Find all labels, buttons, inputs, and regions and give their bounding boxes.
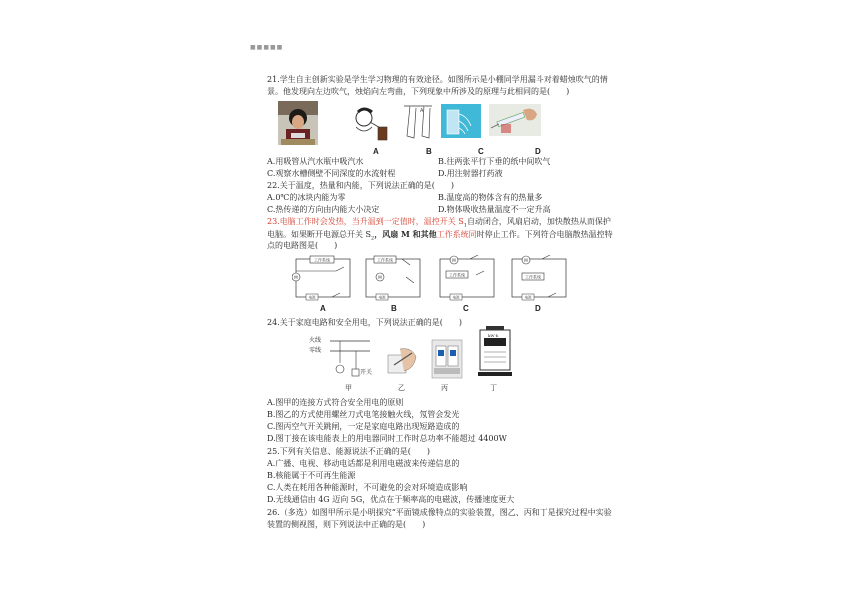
q23-stem-line1a: 23.电脑工作时会发热，当升温到一定值时，温控开关 S (267, 217, 464, 226)
q21-fig-label-c: C (478, 147, 484, 156)
q23-s1-subscript: 1 (463, 222, 467, 229)
q23-a-work-label: 工作系统 (314, 257, 330, 263)
q23-a-fan: M (294, 275, 298, 280)
q24-fig-bing-air-switch (430, 338, 464, 380)
q21-stem-line1: 21.学生自主创新实验是学生学习物理的有效途径。如图所示是小棚同学用漏斗对着蜡烛吹气的情 (267, 75, 608, 84)
q23-d-work-label: 工作系统 (525, 274, 541, 280)
q23-stem-line2d: 时停止工作。下列符合电脑散热温控特 (476, 230, 613, 239)
q23-circuit-c (436, 255, 498, 301)
q23-stem-line2c: 工作系统同 (436, 230, 477, 239)
q24-switch-label: 开关 (360, 369, 373, 376)
q24-option-d: D.图丁接在该电能表上的用电器同时工作时总功率不能超过 4400W (267, 434, 507, 443)
q24-fig-label-yi: 乙 (398, 384, 405, 392)
q23-circuit-b (362, 255, 424, 301)
q23-circuit-d (508, 255, 570, 301)
q24-option-a: A.图甲的连接方式符合安全用电的原则 (267, 398, 404, 407)
q21-fig-label-d: D (535, 147, 541, 156)
q26-stem-line2: 装置的侧视图，则下列说法中正确的是( ) (267, 520, 426, 529)
q24-fig-label-bing: 丙 (441, 384, 448, 392)
q25-option-a: A.广播、电视、移动电话都是利用电磁波来传递信息的 (267, 459, 460, 468)
q22-option-b: B.温度高的物体含有的热量多 (438, 193, 543, 202)
q21-fig-c-water-tank (441, 104, 481, 138)
page-header-mark: ■■■■■ (250, 44, 284, 51)
q25-stem: 25.下列有关信息、能源说法不正确的是( ) (267, 447, 430, 456)
q22-stem: 22.关于温度，热量和内能，下列说法正确的是( ) (267, 181, 454, 190)
q25-option-b: B.核能属于不可再生能源 (267, 471, 356, 480)
q22-option-d: D.物体吸收热量温度不一定升高 (438, 205, 551, 214)
q25-option-d: D.无线通信由 4G 迈向 5G，优点在于频率高的电磁波，传播速度更大 (267, 495, 515, 504)
q23-d-power: 电源 (524, 295, 532, 300)
q23-d-fan: M (524, 258, 528, 263)
q24-stem: 24.关于家庭电路和安全用电，下列说法正确的是( ) (267, 318, 462, 327)
q21-fig-b-parallel-papers (398, 102, 438, 140)
q24-option-c: C.图丙空气开关跳闸，一定是家庭电路出现短路造成的 (267, 422, 460, 431)
q26-stem-line1: 26.（多选）如图甲所示是小明探究“平面镜成像特点的实验装置，图乙、丙和丁是探究过程中实验 (267, 508, 612, 517)
q21-option-d: D.用注射器打药液 (438, 169, 503, 178)
q25-option-c: C.人类在耗用各种能源时，不可避免的会对环境造成影响 (267, 483, 468, 492)
q23-stem-line2b: ，风扇 M 和其他 (374, 229, 437, 239)
q23-b-work-label: 工作系统 (377, 257, 393, 263)
q23-c-power: 电源 (452, 295, 460, 300)
q24-live-wire-label: 火线 (309, 337, 322, 344)
q21-option-a: A.用吸管从汽水瓶中吸汽水 (267, 157, 364, 166)
q24-option-b: B.图乙的方式使用螺丝刀式电笔接触火线，氖管会发光 (267, 410, 460, 419)
q21-fig-label-a: A (373, 147, 379, 156)
q23-c-fan: M (452, 258, 456, 263)
q22-option-a: A.0℃的冰块内能为零 (267, 193, 346, 202)
q21-stem-line2: 景。他发现向左边吹气，烛焰向左弯曲，下列现象中所涉及的原理与此相同的是( ) (267, 87, 570, 96)
q21-option-c: C.观察水槽侧壁不同深度的水流射程 (267, 169, 396, 178)
q23-stem-line2a: 电脑。如果断开电源总开关 S (267, 230, 372, 239)
q21-option-b: B.往两张平行下垂的纸中间吹气 (438, 157, 551, 166)
q21-photo-candle-funnel (278, 101, 318, 145)
q21-fig-a-drinking-straw (350, 103, 398, 141)
q23-stem-line3: 点的电路图是( ) (267, 241, 338, 250)
svg-text:A: A (420, 108, 424, 114)
q21-fig-label-b: B (426, 147, 432, 156)
q24-fig-label-ding: 丁 (490, 384, 497, 392)
q24-meter-unit: kW·h (488, 333, 499, 338)
q24-fig-label-jia: 甲 (345, 384, 352, 392)
q23-c-work-label: 工作系统 (449, 272, 465, 278)
q23-stem-line1b: 自动闭合，风扇启动，加快散热从而保护 (466, 217, 611, 226)
q24-fig-yi-test-pen (384, 345, 420, 379)
q23-b-power: 电源 (378, 295, 386, 300)
q24-neutral-wire-label: 零线 (309, 347, 322, 354)
q23-fig-label-c: C (463, 304, 469, 313)
q23-b-fan: M (378, 275, 382, 280)
q23-fig-label-d: D (535, 304, 541, 313)
q23-a-power: 电源 (308, 295, 316, 300)
q22-option-c: C.热传递的方向由内能大小决定 (267, 205, 380, 214)
q21-fig-d-syringe (489, 104, 541, 136)
q23-circuit-a (292, 255, 354, 301)
q23-s2-subscript: 2 (371, 235, 375, 242)
q23-fig-label-a: A (320, 304, 326, 313)
q23-fig-label-b: B (391, 304, 397, 313)
